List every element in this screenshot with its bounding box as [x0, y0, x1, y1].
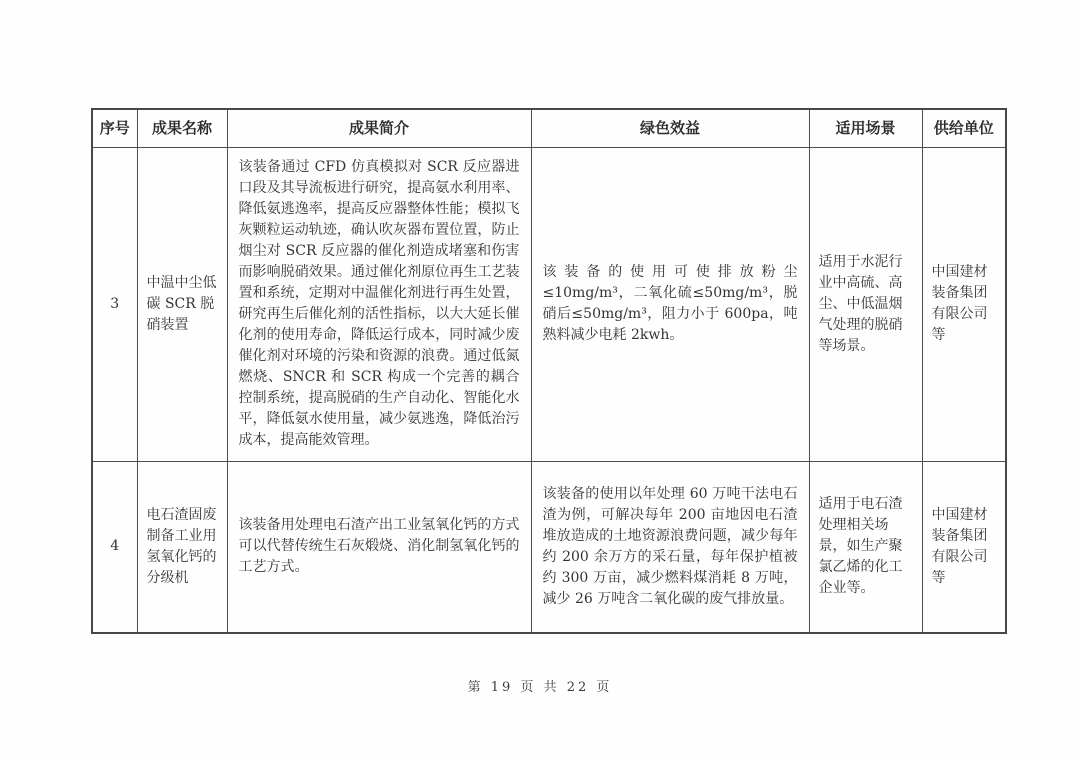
col-header-serial: 序号	[92, 109, 137, 147]
cell-intro: 该装备用处理电石渣产出工业氢氧化钙的方式可以代替传统生石灰煅烧、消化制氢氧化钙的工艺方式。	[227, 461, 531, 633]
cell-supplier: 中国建材装备集团有限公司等	[922, 461, 1006, 633]
col-header-intro: 成果简介	[227, 109, 531, 147]
cell-benefit: 该装备的使用以年处理 60 万吨干法电石渣为例，可解决每年 200 亩地因电石渣堆放造成的土地资源浪费问题，减少每年约 200 余万方的采石量，每年保护植被约 300 万亩，减少燃料煤消耗 8 万吨，减少 26 万吨含二氧化碳的废气排放量。	[531, 461, 809, 633]
table-row	[92, 461, 1006, 633]
cell-scenario: 适用于电石渣处理相关场景，如生产聚氯乙烯的化工企业等。	[809, 461, 922, 633]
cell-benefit: 该装备的使用可使排放粉尘≤10mg/m³，二氧化硫≤50mg/m³，脱硝后≤50mg/m³，阻力小于 600pa，吨熟料减少电耗 2kwh。	[531, 147, 809, 461]
col-header-benefit: 绿色效益	[531, 109, 809, 147]
table-header-row	[92, 109, 1006, 147]
col-header-name: 成果名称	[137, 109, 227, 147]
page-number: 第 19 页 共 22 页	[467, 680, 613, 695]
table-row	[92, 147, 1006, 461]
cell-serial: 4	[92, 461, 137, 633]
results-table	[91, 108, 1007, 634]
cell-name: 中温中尘低碳 SCR 脱硝装置	[137, 147, 227, 461]
col-header-supplier: 供给单位	[922, 109, 1006, 147]
cell-name: 电石渣固废制备工业用氢氧化钙的分级机	[137, 461, 227, 633]
cell-intro: 该装备通过 CFD 仿真模拟对 SCR 反应器进口段及其导流板进行研究，提高氨水利用率、降低氨逃逸率，提高反应器整体性能；模拟飞灰颗粒运动轨迹，确认吹灰器布置位置，防止烟尘对 SCR 反应器的催化剂造成堵塞和伤害而影响脱硝效果。通过催化剂原位再生工艺装置和系统，定期对中温催化剂进行再生处置，研究再生后催化剂的活性指标，以大大延长催化剂的使用寿命，降低运行成本，同时减少废催化剂对环境的污染和资源的浪费。通过低氮燃烧、SNCR 和 SCR 构成一个完善的耦合控制系统，提高脱硝的生产自动化、智能化水平，降低氨水使用量，减少氨逃逸，降低治污成本，提高能效管理。	[227, 147, 531, 461]
cell-scenario: 适用于水泥行业中高硫、高尘、中低温烟气处理的脱硝等场景。	[809, 147, 922, 461]
cell-serial: 3	[92, 147, 137, 461]
cell-supplier: 中国建材装备集团有限公司等	[922, 147, 1006, 461]
col-header-scenario: 适用场景	[809, 109, 922, 147]
